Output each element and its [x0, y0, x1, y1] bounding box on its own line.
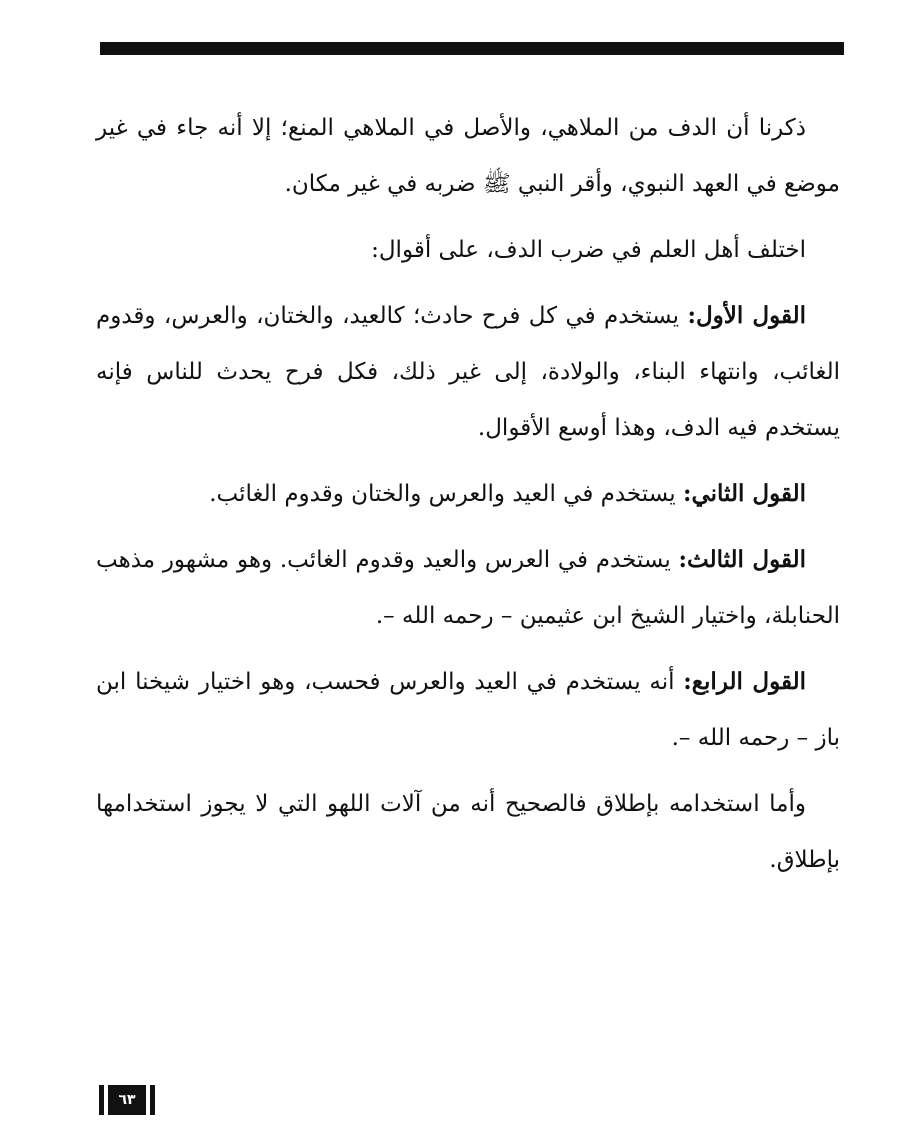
paragraph-intro [96, 100, 840, 212]
page-number-bar-left [99, 1085, 104, 1115]
paragraph-conclusion [96, 776, 840, 888]
paragraph-opinion-3 [96, 532, 840, 644]
page-number-bar-right [150, 1085, 155, 1115]
paragraph-text: يستخدم في العيد والعرس والختان وقدوم الغائب. [209, 481, 683, 507]
paragraph-disagreement [96, 222, 840, 278]
paragraph-text: يستخدم في كل فرح حادث؛ كالعيد، والختان، والعرس، وقدوم الغائب، وانتهاء البناء، والولادة، إلى غير ذلك، فكل فرح يحدث للناس فإنه يستخدم فيه الدف، وهذا أوسع الأقوال. [96, 303, 840, 441]
opinion-label: القول الرابع: [683, 668, 807, 695]
paragraph-opinion-4 [96, 654, 840, 766]
paragraph-text: يستخدم في العرس والعيد وقدوم الغائب. وهو مشهور مذهب الحنابلة، واختيار الشيخ ابن عثيمين – رحمه الله –. [96, 547, 840, 629]
opinion-label: القول الأول: [687, 302, 806, 329]
top-rule [100, 42, 844, 55]
paragraph-opinion-1 [96, 288, 840, 456]
opinion-label: القول الثالث: [678, 546, 806, 573]
paragraph-text: أنه يستخدم في العيد والعرس فحسب، وهو اختيار شيخنا ابن باز – رحمه الله –. [96, 669, 840, 751]
paragraph-text: ذكرنا أن الدف من الملاهي، والأصل في الملاهي المنع؛ إلا أنه جاء في غير موضع في العهد النبوي، وأقر النبي ﷺ ضربه في غير مكان. [96, 115, 840, 197]
page-body [96, 100, 840, 898]
paragraph-text: اختلف أهل العلم في ضرب الدف، على أقوال: [371, 237, 806, 263]
paragraph-text: وأما استخدامه بإطلاق فالصحيح أنه من آلات اللهو التي لا يجوز استخدامها بإطلاق. [96, 791, 840, 873]
opinion-label: القول الثاني: [682, 480, 806, 507]
paragraph-opinion-2 [96, 466, 840, 522]
page-number: ٦٣ [108, 1085, 146, 1115]
page-number-box [99, 1085, 155, 1115]
